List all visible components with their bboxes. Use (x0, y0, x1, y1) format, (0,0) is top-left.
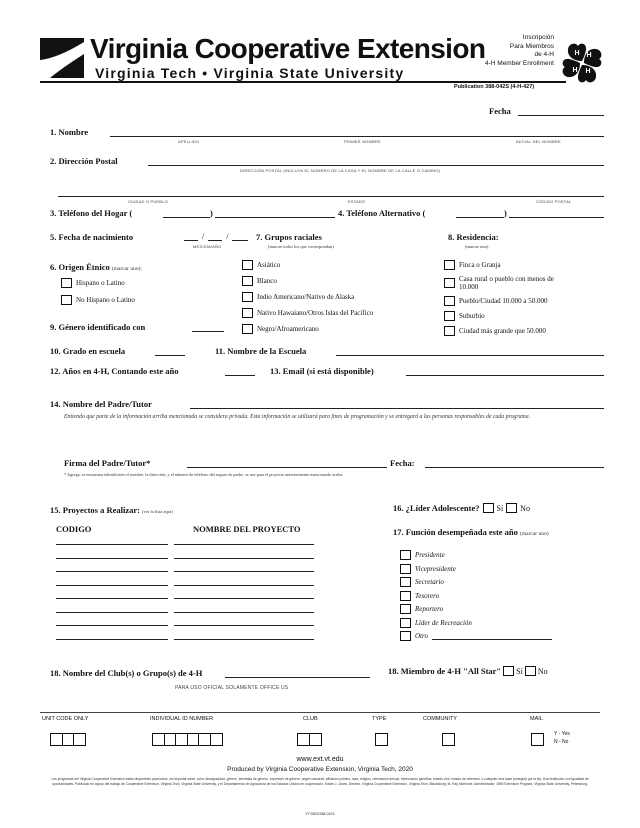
origen-option-label: No Hispano o Latino (76, 296, 135, 304)
nacimiento-field[interactable]: / / (184, 232, 248, 241)
proyectos-note: (ver la lista aquí) (142, 509, 173, 514)
paren-close-1: ) (210, 208, 213, 218)
lider-label: 16. ¿Líder Adolescente? (393, 503, 480, 513)
residencia-option-label: Ciudad más grande que 50.000 (459, 327, 546, 335)
funcion-note: (marcar uno) (520, 531, 549, 537)
codigo-cell[interactable] (56, 612, 168, 613)
anos-4h-field[interactable] (225, 375, 255, 376)
proyecto-row (56, 625, 314, 626)
raza-option-blanco[interactable] (242, 276, 373, 286)
origen-option-label: Hispano o Latino (76, 279, 125, 287)
individual-id-boxes[interactable] (152, 733, 221, 746)
lider-si-label: Sí (496, 503, 504, 513)
club-field[interactable] (225, 677, 370, 678)
origen-note: (marcar uno): (111, 266, 142, 272)
residencia-option-finca[interactable] (444, 260, 571, 270)
funcion-checkbox[interactable] (400, 591, 411, 601)
residencia-label: 8. Residencia: (448, 232, 499, 242)
footer-produced: Produced by Virginia Cooperative Extension, Virginia Tech, 2020 (227, 766, 413, 773)
telefono-hogar-label: 3. Teléfono del Hogar ( (50, 208, 133, 218)
firma-fecha-field[interactable] (425, 467, 604, 468)
funcion-label-text: 17. Función desempeñada este año (393, 527, 518, 537)
fecha-label: Fecha (489, 106, 511, 116)
origen-option-hispano[interactable] (61, 278, 125, 288)
lider-no-checkbox[interactable] (506, 503, 517, 513)
proyecto-cell[interactable] (174, 585, 314, 586)
header-right-text (485, 34, 554, 68)
raza-option-label: Asiático (257, 261, 281, 269)
ciudad-estado-field[interactable] (58, 196, 604, 197)
residencia-option-label: Finca o Granja (459, 261, 501, 269)
inicial-caption: INICIAL DEL NOMBRE (516, 139, 561, 144)
office-box-top-rule (40, 712, 600, 713)
funcion-checkbox[interactable] (400, 631, 411, 641)
footer-url: www.ext.vt.edu (296, 756, 344, 763)
unit-code-boxes[interactable] (50, 733, 85, 746)
raza-option-hawaiano[interactable] (242, 308, 373, 318)
codigo-cell[interactable] (56, 598, 168, 599)
raza-option-label: Blanco (257, 277, 277, 285)
publication-number: Publication 388-042S (4-H-427) (454, 84, 535, 90)
nacimiento-label: 5. Fecha de nacimiento (50, 232, 134, 242)
residencia-option-pueblo[interactable] (444, 296, 571, 306)
residencia-checkbox[interactable] (444, 326, 455, 336)
svg-text:H: H (585, 68, 591, 75)
proyecto-row (56, 571, 314, 572)
lider-si-checkbox[interactable] (483, 503, 494, 513)
header-rule (40, 81, 566, 83)
all-star-label: 18. Miembro de 4-H "All Star" (388, 666, 502, 676)
vce-logo (40, 38, 84, 78)
svg-text:H: H (572, 67, 578, 74)
funcion-checkbox[interactable] (400, 618, 411, 628)
logo-swoosh-icon (40, 38, 84, 78)
type-label: TYPE (372, 716, 387, 722)
funcion-option-recreacion[interactable] (400, 618, 552, 628)
raza-checkbox[interactable] (242, 292, 253, 302)
proyecto-cell[interactable] (174, 571, 314, 572)
funcion-checkbox[interactable] (400, 604, 411, 614)
padre-field[interactable] (190, 408, 604, 409)
svg-text:H: H (574, 50, 580, 57)
lider-adolescente (393, 503, 530, 513)
codigo-header: CODIGO (56, 524, 92, 534)
proyecto-row (56, 612, 314, 613)
mail-box[interactable] (531, 733, 543, 746)
direccion-caption: DIRECCIÓN POSTAL (INCLUYA EL NÚMERO DE LA CASA Y EL NOMBRE DE LA CALLE O CAMINO) (240, 168, 441, 173)
firma-label: Firma del Padre/Tutor* (64, 458, 151, 468)
proyecto-row (56, 639, 314, 640)
direccion-field[interactable] (148, 165, 604, 166)
raza-option-label: Nativo Hawaiano/Otros Islas del Pacífico (257, 309, 374, 317)
telefono-hogar-field[interactable] (215, 217, 335, 218)
all-star (388, 666, 548, 676)
funcion-options (400, 550, 552, 641)
telefono-alt-field[interactable] (509, 217, 604, 218)
codigo-cell[interactable] (56, 585, 168, 586)
firma-footnote: * Agrega, se encuentra identificado el nombre, la dirección, y el número de teléfono del seguro de padre, se use para el proyecto anteriormente mencionado arriba. (64, 472, 344, 477)
residencia-option-suburbio[interactable] (444, 311, 571, 321)
residencia-checkbox[interactable] (444, 278, 455, 288)
mail-no-text: N - No (554, 739, 569, 745)
funcion-option-presidente[interactable] (400, 550, 552, 560)
mail-yes-text: Y - Yes (554, 731, 570, 737)
codigo-cell[interactable] (56, 625, 168, 626)
nacimiento-caption: MES/DÍA/AÑO (193, 244, 222, 249)
funcion-option-label: Otro (415, 632, 428, 640)
header-right-line-2: Para Miembros (509, 42, 554, 50)
header-right-line-1: Inscripción (522, 34, 554, 41)
raza-option-asiatico[interactable] (242, 260, 373, 270)
primer-nombre-caption: PRIMER NOMBRE (344, 139, 381, 144)
direccion-label: 2. Dirección Postal (50, 156, 118, 166)
club-code-boxes[interactable] (297, 733, 320, 746)
apellido-caption: APELLIDO (178, 139, 200, 144)
proyectos-label-text: 15. Proyectos a Realizar: (50, 505, 141, 515)
telefono-alt-area-field[interactable] (456, 217, 504, 218)
header-subtitle: Virginia Tech • Virginia State University (95, 65, 405, 81)
origen-option-no-hispano[interactable] (61, 295, 135, 305)
funcion-option-label: Vicepresidente (415, 564, 456, 573)
proyecto-row (56, 598, 314, 599)
genero-label: 9. Género identificado con (50, 322, 146, 332)
type-box[interactable] (375, 733, 387, 746)
residencia-option-rural[interactable] (444, 275, 571, 291)
all-star-si-checkbox[interactable] (503, 666, 514, 676)
residencia-checkbox[interactable] (444, 311, 455, 321)
proyecto-cell[interactable] (174, 625, 314, 626)
grado-field[interactable] (155, 355, 185, 356)
residencia-option-ciudad[interactable] (444, 326, 571, 336)
ciudad-caption: CIUDAD O PUEBLO (128, 199, 168, 204)
residencia-option-label: Suburbio (459, 312, 485, 320)
raza-option-indio[interactable] (242, 292, 373, 302)
residencia-option-label: Pueblo/Ciudad 10.000 a 50.000 (459, 297, 548, 305)
raza-checkbox[interactable] (242, 260, 253, 270)
email-label: 13. Email (si está disponible) (270, 366, 374, 376)
residencia-checkbox[interactable] (444, 296, 455, 306)
grupos-raciales-note: (marcar todos los que correspondan) (268, 244, 334, 249)
raza-option-label: Indio Americano/Nativo de Alaska (257, 293, 355, 301)
escuela-field[interactable] (336, 355, 604, 356)
origen-label (50, 262, 142, 272)
nombre-proyecto-header: NOMBRE DEL PROYECTO (193, 524, 301, 534)
origen-checkbox[interactable] (61, 295, 72, 305)
office-use-caption: PARA USO OFICIAL SOLAMENTE OFFICE US (175, 685, 289, 691)
proyecto-row (56, 544, 314, 545)
grupos-raciales-label: 7. Grupos raciales (256, 232, 322, 242)
funcion-option-label: Secretario (415, 578, 444, 586)
codigo-cell[interactable] (56, 544, 168, 545)
mail-label: MAIL (530, 716, 543, 722)
padre-label: 14. Nombre del Padre/Tutor (50, 399, 152, 409)
individual-id-label: INDIVIDUAL ID NUMBER (150, 716, 214, 722)
footer-code: VT/0820/388-042S (305, 812, 335, 816)
nombre-label: 1. Nombre (50, 127, 89, 137)
raza-option-label: Negro/Afroamericano (257, 325, 319, 333)
telefono-alt-label: 4. Teléfono Alternativo ( (338, 208, 426, 218)
header-title: Virginia Cooperative Extension (90, 33, 486, 64)
estado-caption: ESTADO (348, 199, 366, 204)
escuela-label: 11. Nombre de la Escuela (215, 346, 307, 356)
funcion-option-label: Reportero (415, 605, 444, 613)
all-star-no-label: No (537, 666, 548, 676)
residencia-options (444, 260, 571, 336)
funcion-otro-field[interactable] (432, 632, 552, 640)
email-field[interactable] (406, 375, 604, 376)
codigo-cell[interactable] (56, 558, 168, 559)
all-star-no-checkbox[interactable] (525, 666, 536, 676)
all-star-si-label: Sí (516, 666, 523, 676)
proyectos-label (50, 505, 173, 515)
genero-field[interactable] (192, 331, 224, 332)
codigo-cell[interactable] (56, 571, 168, 572)
funcion-checkbox[interactable] (400, 550, 411, 560)
club-label: 18. Nombre del Club(s) o Grupo(s) de 4-H (50, 668, 203, 678)
funcion-option-vicepresidente[interactable] (400, 564, 552, 574)
funcion-option-secretario[interactable] (400, 577, 552, 587)
codigo-postal-caption: CÓDIGO POSTAL (536, 199, 572, 204)
funcion-option-tesorero[interactable] (400, 591, 552, 601)
proyectos-table (56, 544, 314, 640)
nombre-field[interactable] (110, 136, 604, 137)
telefono-area-field[interactable] (163, 217, 210, 218)
club-code-label: CLUB (303, 716, 318, 722)
unit-code-label: UNIT CODE ONLY (42, 716, 89, 722)
header-right-line-4: 4-H Member Enrollment (485, 59, 554, 67)
footer-fine-print: Los programas del Virginia Cooperative Extension están disponibles para todos, sin importar edad, color, discapacidad, género, identidad de género, expresión de género, origen nacional, afiliación política, raza, religión, orientación sexual, información genética, estado civil, estado de veterano, o cualquier otra base protegida por la ley. Una institución con igualdad de oportunidades. Publicado en apoyo del trabajo de Cooperative Extension, Virginia Tech, Virginia State University, y el Departamento de Agricultura de los Estados Unidos en cooperación. Edwin J. Jones, Director, Virginia Cooperative Extension, Virginia Tech, Blacksburg; M. Ray McKinnie, Administrador, 1890 Extension Program, Virginia State University, Petersburg. (51, 777, 589, 786)
clover-icon (559, 40, 605, 86)
proyecto-row (56, 558, 314, 559)
header-right-line-3: de 4-H (534, 51, 554, 58)
funcion-option-otro[interactable] (400, 631, 552, 641)
grado-label: 10. Grado en escuela (50, 346, 126, 356)
funcion-option-label: Líder de Recreación (415, 618, 472, 627)
privacy-note: Entiendo que parte de la información arriba mencionada se considera privada. Esta información se utilizará para fines de programación y se entregará a las personas responsables de cada programa. (64, 414, 531, 420)
proyecto-cell[interactable] (174, 558, 314, 559)
raza-checkbox[interactable] (242, 324, 253, 334)
origen-checkbox[interactable] (61, 278, 72, 288)
residencia-checkbox[interactable] (444, 260, 455, 270)
lider-no-label: No (520, 503, 530, 513)
funcion-option-label: Tesorero (415, 591, 440, 600)
funcion-option-label: Presidente (415, 551, 445, 559)
community-label: COMMUNITY (423, 716, 457, 722)
raza-checkbox[interactable] (242, 276, 253, 286)
funcion-option-reportero[interactable] (400, 604, 552, 614)
proyecto-cell[interactable] (174, 612, 314, 613)
community-box[interactable] (442, 733, 454, 746)
paren-close-2: ) (504, 208, 507, 218)
funcion-checkbox[interactable] (400, 577, 411, 587)
firma-fecha-label: Fecha: (390, 458, 415, 468)
proyecto-cell[interactable] (174, 598, 314, 599)
firma-field[interactable] (187, 467, 387, 468)
anos-4h-label: 12. Años en 4-H, Contando este año (50, 366, 179, 376)
svg-text:H: H (586, 52, 592, 59)
origen-label-text: 6. Origen Étnico (50, 262, 110, 272)
codigo-cell[interactable] (56, 639, 168, 640)
proyecto-row (56, 585, 314, 586)
funcion-label (393, 527, 549, 537)
proyecto-cell[interactable] (174, 544, 314, 545)
grupos-raciales-options (242, 260, 373, 334)
raza-option-negro[interactable] (242, 324, 373, 334)
raza-checkbox[interactable] (242, 308, 253, 318)
residencia-note: (marcar uno) (465, 244, 489, 249)
funcion-checkbox[interactable] (400, 564, 411, 574)
fecha-field[interactable] (518, 115, 604, 116)
residencia-option-label: Casa rural o pueblo con menos de 10.000 (459, 275, 554, 291)
proyecto-cell[interactable] (174, 639, 314, 640)
